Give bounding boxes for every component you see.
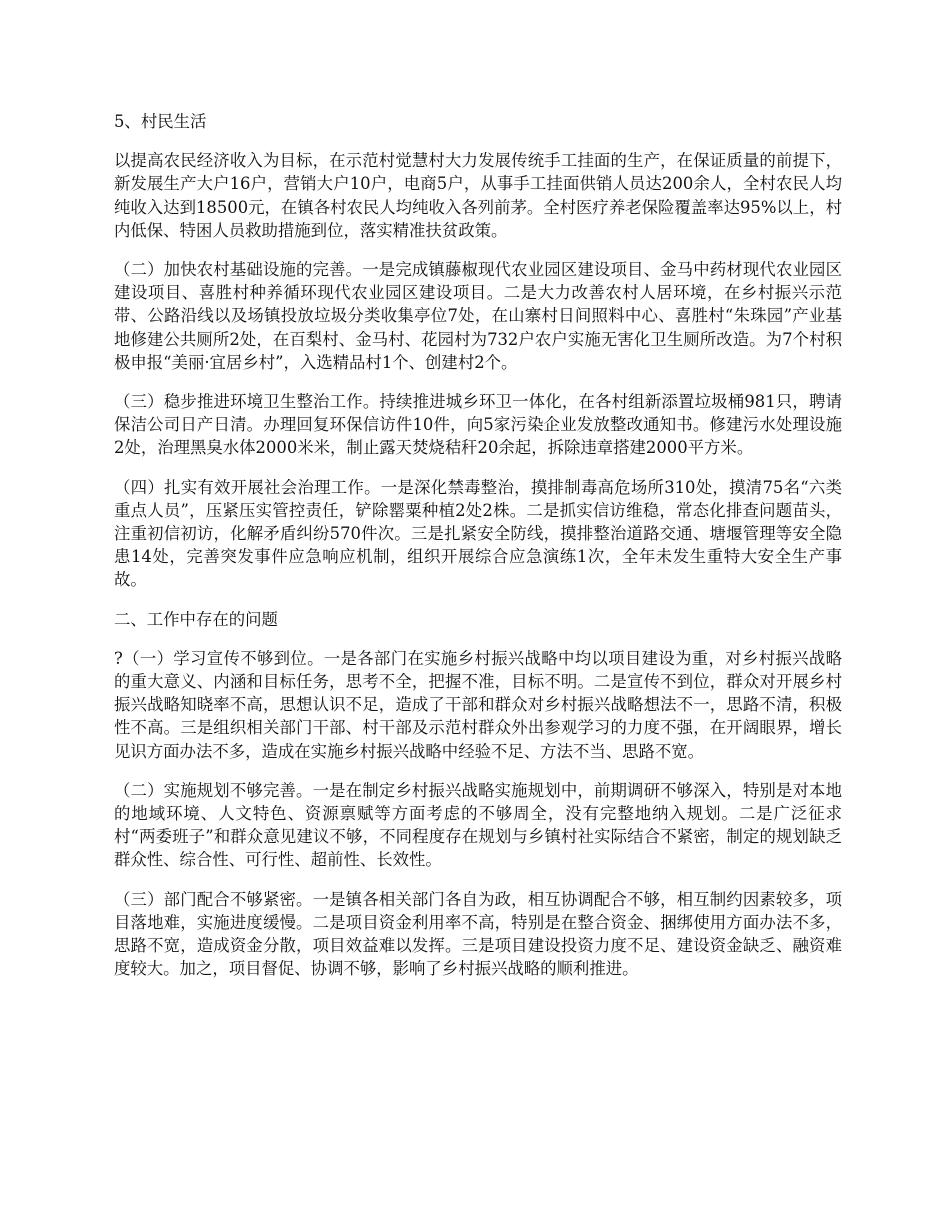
paragraph-infrastructure: （二）加快农村基础设施的完善。一是完成镇藤椒现代农业园区建设项目、金马中药材现代农业园区建设项目、喜胜村种养循环现代农业园区建设项目。二是大力改善农村人居环境，在乡村振兴示范带、公路沿线以及场镇投放垃圾分类收集亭位7处，在山寨村日间照料中心、喜胜村“朱珠园”产业基地修建公共厕所2处，在百梨村、金马村、花园村为732户农户实施无害化卫生厕所改造。为7个村积极申报“美丽·宜居乡村”，入选精品村1个、创建村2个。: [114, 260, 842, 372]
section-heading-problems: 二、工作中存在的问题: [114, 609, 278, 629]
paragraph-coordination: （三）部门配合不够紧密。一是镇各相关部门各自为政，相互协调配合不够，相互制约因素较多，项目落地难，实施进度缓慢。二是项目资金利用率不高，特别是在整合资金、捆绑使用方面办法不多，思路不宽，造成资金分散，项目效益难以发挥。三是项目建设投资力度不足、建设资金缺乏、融资难度较大。加之，项目督促、协调不够，影响了乡村振兴战略的顺利推进。: [114, 889, 842, 979]
paragraph-environment: （三）稳步推进环境卫生整治工作。持续推进城乡环卫一体化，在各村组新添置垃圾桶981只，聘请保洁公司日产日清。办理回复环保信访件10件，向5家污染企业发放整改通知书。修建污水处理设施2处，治理黑臭水体2000米米，制止露天焚烧秸秆20余起，拆除违章搭建2000平方米。: [114, 392, 842, 458]
paragraph-income: 以提高农民经济收入为目标，在示范村觉慧村大力发展传统手工挂面的生产，在保证质量的前提下，新发展生产大户16户，营销大户10户，电商5户，从事手工挂面供销人员达200余人，全村农民人均纯收入达到18500元，在镇各村农民人均纯收入各列前茅。全村医疗养老保险覆盖率达95%以上，村内低保、特困人员救助措施到位，落实精准扶贫政策。: [114, 151, 842, 240]
paragraph-planning: （二）实施规划不够完善。一是在制定乡村振兴战略实施规划中，前期调研不够深入，特别是对本地的地域环境、人文特色、资源禀赋等方面考虑的不够周全，没有完整地纳入规划。二是广泛征求村“两委班子”和群众意见建议不够，不同程度存在规划与乡镇村社实际结合不紧密，制定的规划缺乏群众性、综合性、可行性、超前性、长效性。: [114, 780, 842, 870]
document-page: [114, 110, 842, 997]
paragraph-governance: （四）扎实有效开展社会治理工作。一是深化禁毒整治，摸排制毒高危场所310处，摸清75名“六类重点人员”，压紧压实管控责任，铲除罂粟种植2处2株。二是抓实信访维稳，常态化排查问题苗头，注重初信初访，化解矛盾纠纷570件次。三是扎紧安全防线，摸排整治道路交通、塘堰管理等安全隐患14处，完善突发事件应急响应机制，组织开展综合应急演练1次，全年未发生重特大安全生产事故。: [114, 477, 842, 590]
section-heading-villager-life: 5、村民生活: [114, 112, 207, 131]
paragraph-publicity: ?（一）学习宣传不够到位。一是各部门在实施乡村振兴战略中均以项目建设为重，对乡村振兴战略的重大意义、内涵和目标任务，思考不全，把握不准，目标不明。二是宣传不到位，群众对开展乡村振兴战略知晓率不高，思想认识不足，造成了干部和群众对乡村振兴战略想法不一，思路不清，积极性不高。三是组织相关部门干部、村干部及示范村群众外出参观学习的力度不强，在开阔眼界，增长见识方面办法不多，造成在实施乡村振兴战略中经验不足、方法不当、思路不宽。: [114, 648, 842, 761]
